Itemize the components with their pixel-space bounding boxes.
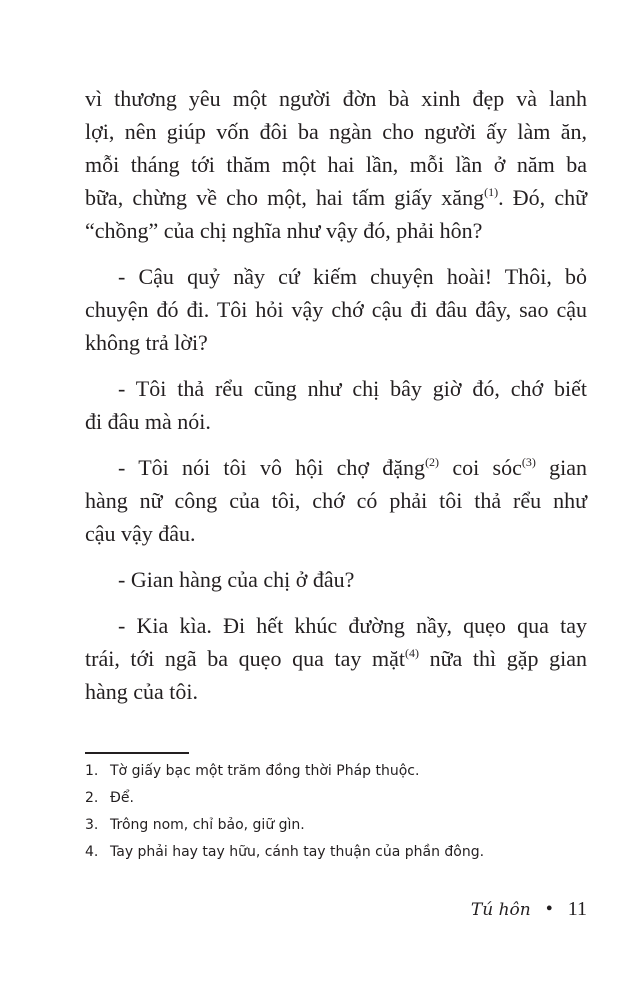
text-line	[85, 642, 587, 675]
paragraph	[85, 451, 587, 550]
text-segment: - Kia kìa. Đi hết khúc đường nầy, quẹo qua tay	[118, 613, 587, 638]
footnote-ref: (1)	[484, 185, 499, 199]
footnote-ref: (2)	[425, 455, 440, 469]
text-segment: nữa thì gặp gian	[418, 646, 587, 671]
text-line	[85, 372, 587, 405]
footnotes	[85, 760, 484, 868]
paragraph	[85, 609, 587, 708]
paragraph	[85, 82, 587, 247]
text-segment: - Cậu quỷ nầy cứ kiếm chuyện hoài! Thôi, bỏ	[118, 264, 587, 289]
text-line	[85, 675, 587, 708]
text-line	[85, 260, 587, 293]
text-line	[85, 405, 587, 438]
text-line	[85, 451, 587, 484]
footnote	[85, 760, 484, 787]
page-footer	[471, 898, 587, 921]
text-segment: lợi, nên giúp vốn đôi ba ngàn cho người ấy làm ăn,	[85, 119, 587, 144]
text-line	[85, 82, 587, 115]
text-segment: bữa, chừng về cho một, hai tấm giấy xăng	[85, 185, 485, 210]
text-segment: hàng nữ công của tôi, chớ có phải tôi thả rểu như	[85, 488, 587, 513]
text-line	[85, 609, 587, 642]
text-segment: - Gian hàng của chị ở đâu?	[118, 567, 355, 592]
footnote	[85, 787, 484, 814]
text-segment: chuyện đó đi. Tôi hỏi vậy chớ cậu đi đâu đây, sao cậu	[85, 297, 587, 322]
text-segment: hàng của tôi.	[85, 679, 199, 704]
footnote-divider	[85, 752, 189, 754]
text-segment: . Đó, chữ	[498, 185, 588, 210]
footnote-number: 2.	[85, 790, 99, 806]
running-title: Tú hôn	[470, 900, 531, 920]
text-segment: đi đâu mà nói.	[85, 409, 211, 434]
paragraph	[85, 563, 587, 596]
text-segment: vì thương yêu một người đờn bà xinh đẹp và lanh	[85, 86, 587, 111]
footnote-text: Để.	[110, 790, 134, 806]
text-line	[85, 115, 587, 148]
page-number: 11	[567, 898, 587, 920]
text-segment: cậu vậy đâu.	[85, 521, 196, 546]
footnote	[85, 814, 484, 841]
text-segment: “chồng” của chị nghĩa như vậy đó, phải hôn?	[85, 218, 483, 243]
text-segment: - Tôi thả rểu cũng như chị bây giờ đó, chớ biết	[118, 376, 587, 401]
footnote-ref: (3)	[521, 455, 536, 469]
text-line	[85, 326, 587, 359]
text-segment: trái, tới ngã ba quẹo qua tay mặt	[85, 646, 405, 671]
text-line	[85, 517, 587, 550]
text-line	[85, 181, 587, 214]
text-line	[85, 484, 587, 517]
text-segment: gian	[535, 455, 587, 480]
text-segment: - Tôi nói tôi vô hội chợ đặng	[118, 455, 426, 480]
footnote-ref: (4)	[404, 646, 419, 660]
footnote-number: 4.	[85, 844, 99, 860]
paragraph	[85, 260, 587, 359]
text-segment: coi sóc	[439, 455, 522, 480]
footnote-number: 3.	[85, 817, 99, 833]
separator: •	[545, 898, 553, 920]
footnote-number: 1.	[85, 763, 99, 779]
text-line	[85, 148, 587, 181]
footnote-text: Tờ giấy bạc một trăm đồng thời Pháp thuộc.	[110, 763, 420, 779]
body-text	[85, 82, 587, 721]
text-line	[85, 563, 587, 596]
footnote-text: Tay phải hay tay hữu, cánh tay thuận của phần đông.	[110, 844, 485, 860]
footnote-text: Trông nom, chỉ bảo, giữ gìn.	[110, 817, 305, 833]
text-segment: không trả lời?	[85, 330, 208, 355]
paragraph	[85, 372, 587, 438]
text-line	[85, 214, 587, 247]
footnote	[85, 841, 484, 868]
text-line	[85, 293, 587, 326]
text-segment: mỗi tháng tới thăm một hai lần, mỗi lần ở năm ba	[85, 152, 587, 177]
